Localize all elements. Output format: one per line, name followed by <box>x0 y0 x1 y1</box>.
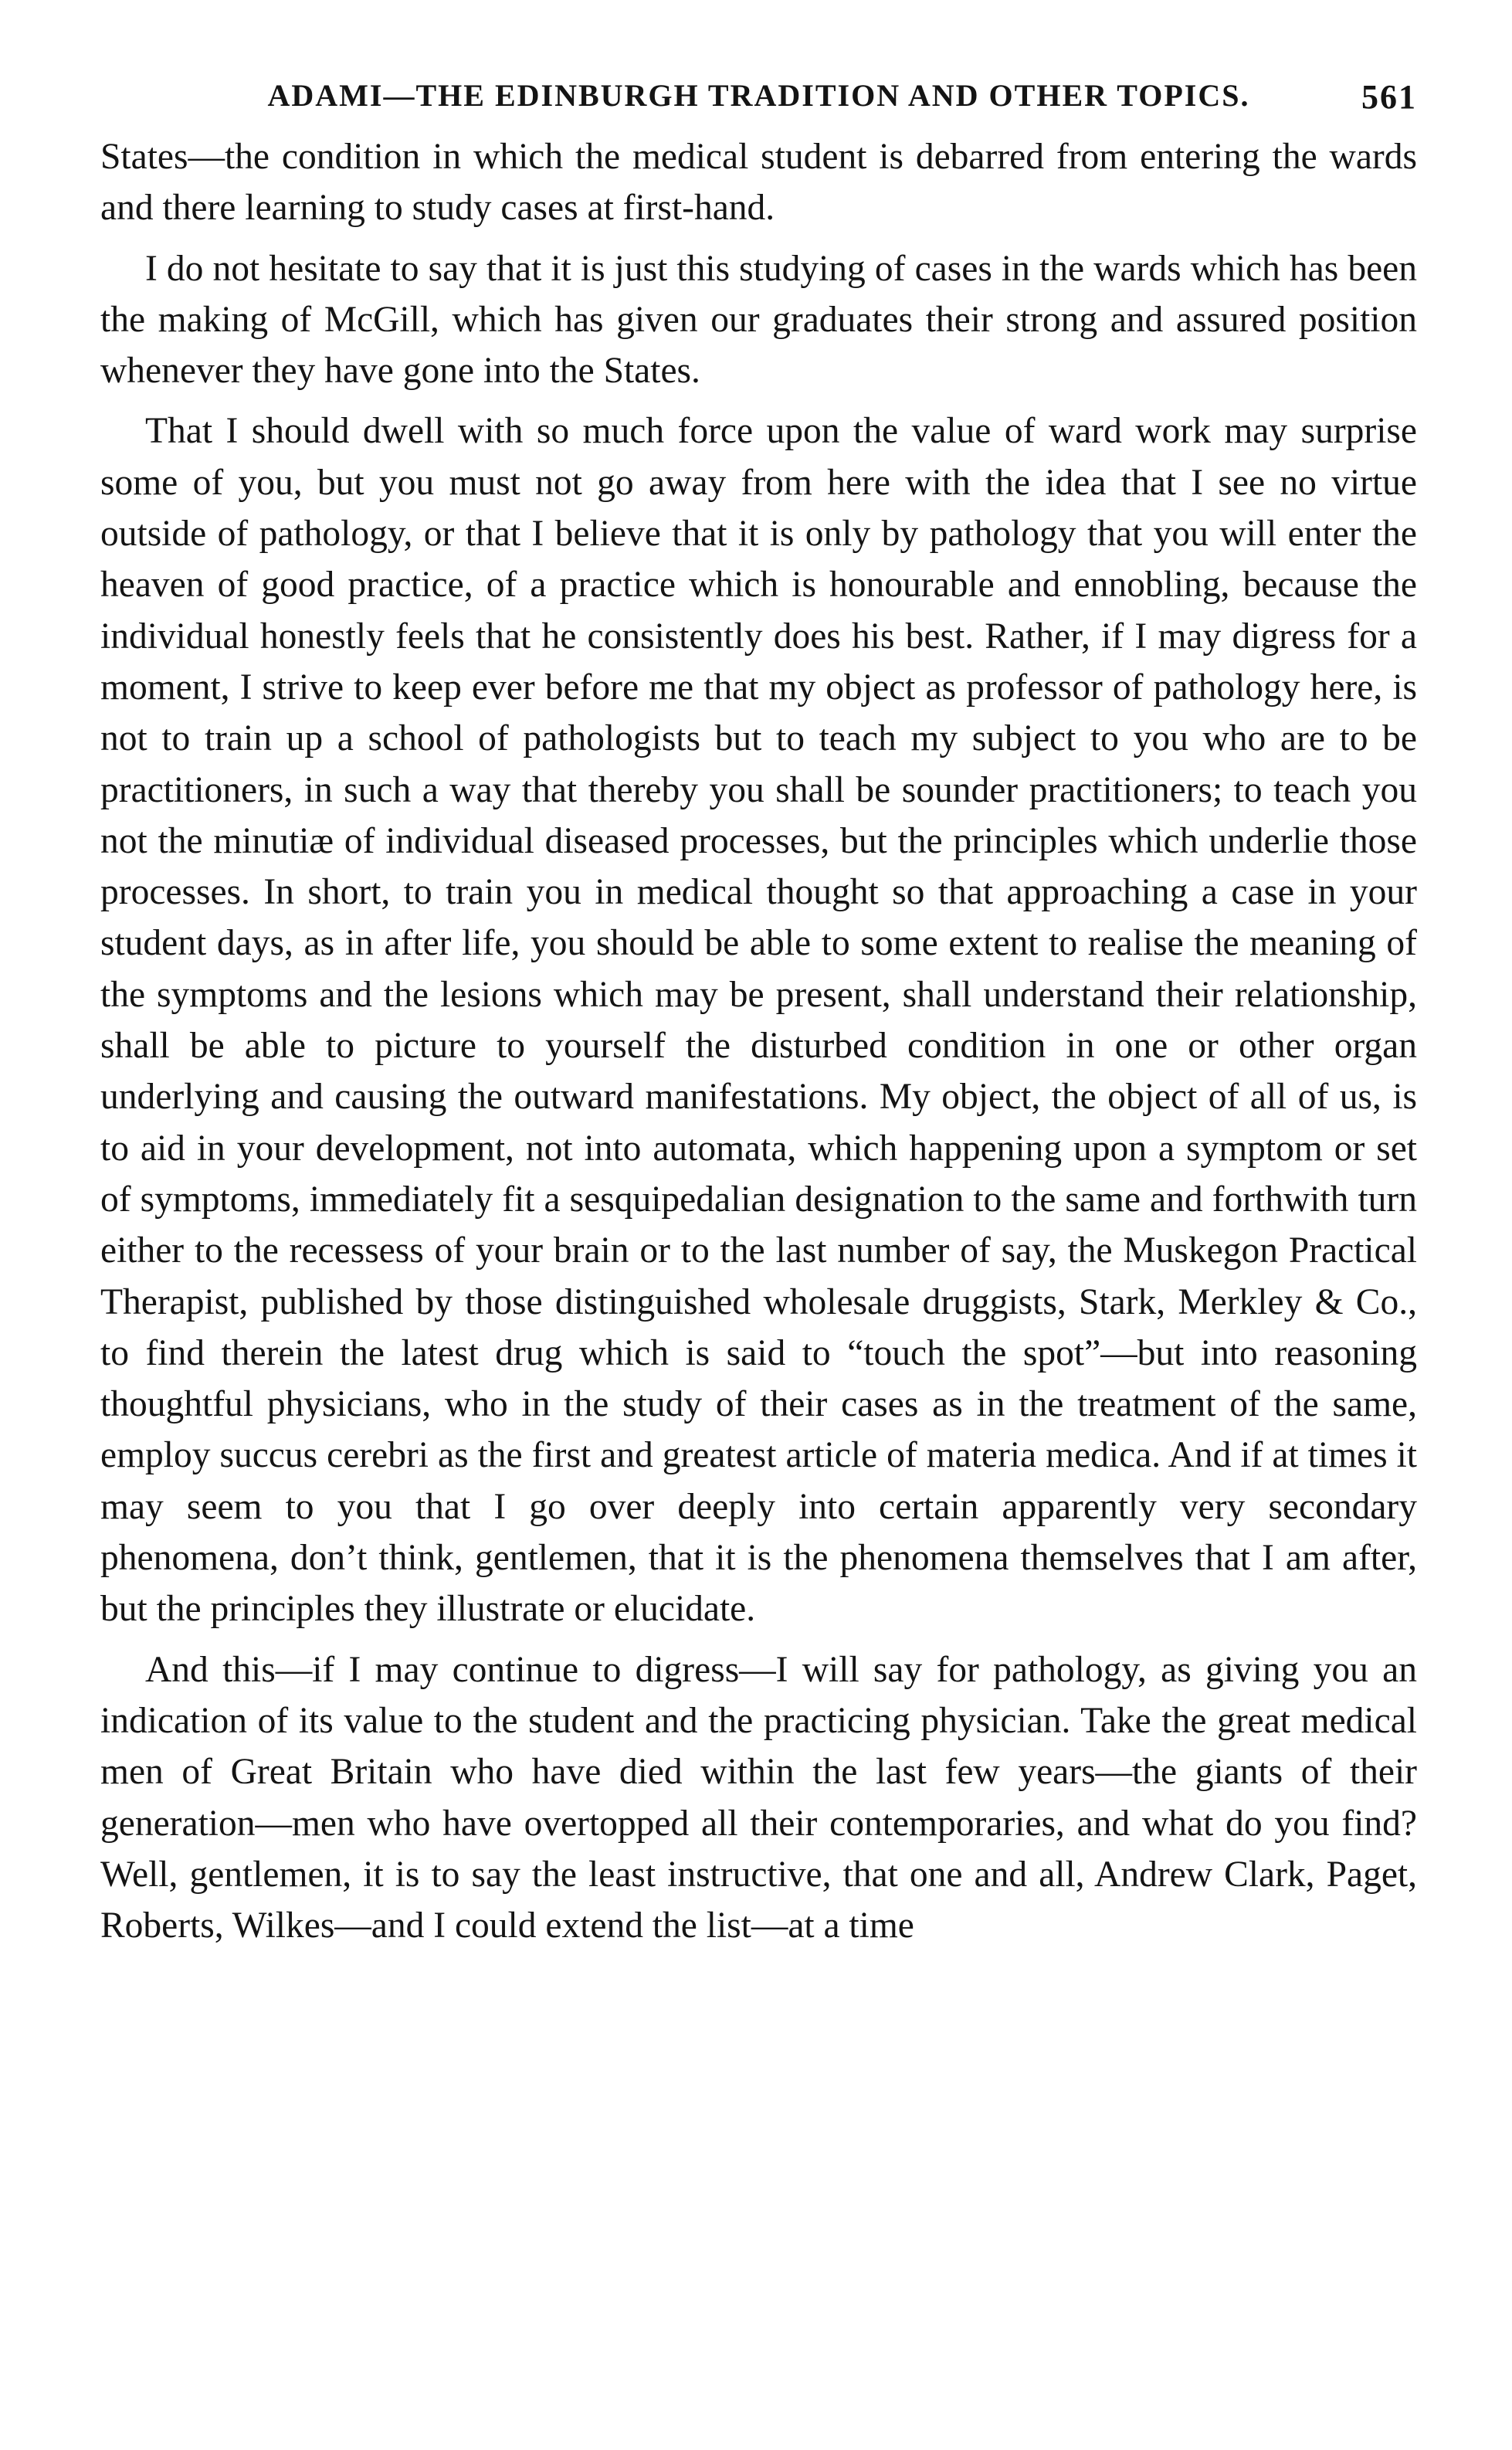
paragraph-3: That I should dwell with so much force upon the value of ward work may surprise some of you, but you must not go away from here with the idea that I see no virtue outside of pathology, or that I believe that it is only by pathology that you will enter the heaven of good practice, of a practice which is honourable and ennobling, because the individual honestly feels that he consistently does his best. Rather, if I may digress for a moment, I strive to keep ever before me that my object as professor of pathology here, is not to train up a school of pathologists but to teach my subject to you who are to be practitioners, in such a way that thereby you shall be sounder practitioners; to teach you not the minutiæ of individual diseased processes, but the principles which underlie those processes. In short, to train you in medical thought so that approaching a case in your student days, as in after life, you should be able to some extent to realise the meaning of the symptoms and the lesions which may be present, shall understand their relationship, shall be able to picture to yourself the disturbed condition in one or other organ underlying and causing the outward manifestations. My object, the object of all of us, is to aid in your development, not into automata, which happening upon a symptom or set of symptoms, immediately fit a sesquipedalian designation to the same and forthwith turn either to the recessess of your brain or to the last number of say, the Muskegon Practical Therapist, published by those distinguished wholesale druggists, Stark, Merkley & Co., to find therein the latest drug which is said to “touch the spot”—but into reasoning thoughtful physicians, who in the study of their cases as in the treatment of the same, employ succus cerebri as the first and greatest article of materia medica. And if at times it may seem to you that I go over deeply into certain apparently very secondary phenomena, don’t think, gentlemen, that it is the phenomena themselves that I am after, but the principles they illustrate or elucidate. <box>100 411 1417 1630</box>
page-number: 561 <box>1361 78 1417 116</box>
running-head <box>100 77 1417 131</box>
paragraph-4: And this—if I may continue to digress—I will say for pathology, as giving you an indication of its value to the student and the practicing physician. Take the great medical men of Great Britain who have died within the last few years—the giants of their generation—men who have overtopped all their contemporaries, and what do you find? Well, gentlemen, it is to say the least instructive, that one and all, Andrew Clark, Paget, Roberts, Wilkes—and I could extend the list—at a time <box>100 1649 1417 1946</box>
paragraph-2: I do not hesitate to say that it is just this studying of cases in the wards which has been the making of McGill, which has given our graduates their strong and assured position whenever they have gone into the States. <box>100 248 1417 392</box>
document-page <box>100 77 1417 1960</box>
body-text <box>100 131 1417 1951</box>
paragraph-1: States—the condition in which the medical student is debarred from entering the wards and there learning to study cases at first-hand. <box>100 137 1417 229</box>
running-title: ADAMI—THE EDINBURGH TRADITION AND OTHER TOPICS. <box>267 78 1250 113</box>
